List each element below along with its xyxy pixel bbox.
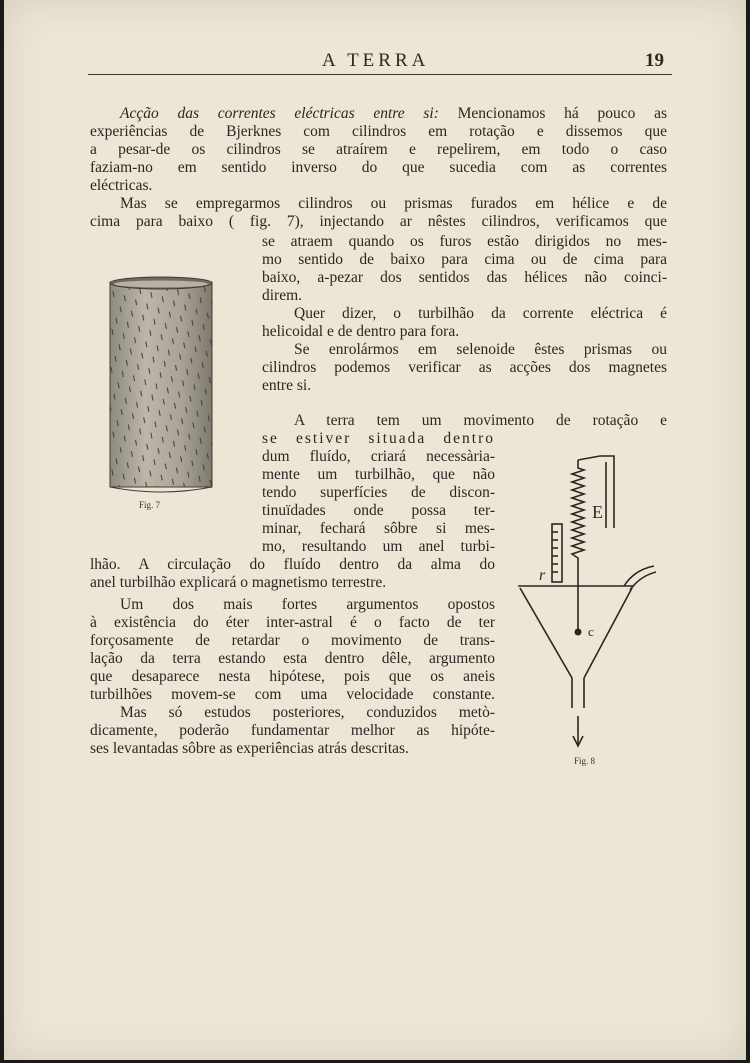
page-number: 19 [645, 50, 664, 71]
figure-8-caption: Fig. 8 [574, 756, 596, 766]
paragraph-1-line-5: eléctricas. [90, 177, 153, 194]
paragraph-1-line-4: faziam-no em sentido inverso do que sucedia com as correntes [90, 159, 667, 176]
figure-8-label-r: r [539, 567, 546, 584]
paragraph-1-line-1 [120, 105, 667, 123]
paragraph-1-line-2: experiências de Bjerknes com cilindros em rotação e dissemos que [90, 123, 667, 140]
figure-8-label-c: c [588, 624, 594, 639]
paragraph-7-line-3: ses levantadas sôbre as experiências atrás descritas. [90, 740, 409, 757]
paragraph-7-line-1: Mas só estudos posteriores, conduzidos metò- [120, 704, 495, 721]
book-page [4, 0, 746, 1060]
paragraph-6-line-4: lação da terra estando esta dentro dêle, argumento [90, 650, 495, 667]
paragraph-2-line-3: se atraem quando os furos estão dirigidos no mes- [262, 233, 667, 250]
paragraph-6-line-3: forçosamente de retardar o movimento de trans- [90, 632, 495, 649]
paragraph-5-line-7: minar, fechará sôbre si mes- [262, 520, 495, 537]
paragraph-2-line-2: cima para baixo ( fig. 7), injectando ar nêstes cilindros, verificamos que [90, 213, 667, 230]
paragraph-6-line-2: à existência do éter inter-astral é o facto de ter [90, 614, 495, 631]
paragraph-4-line-1: Se enrolármos em selenoide êstes prismas ou [294, 341, 667, 358]
paragraph-3-line-2: helicoidal e de dentro para fora. [262, 323, 460, 340]
paragraph-6-line-6: turbilhões movem-se com uma velocidade constante. [90, 686, 495, 703]
paragraph-2-line-4: mo sentido de baixo para cima ou de cima para [262, 251, 667, 268]
paragraph-5-line-9: lhão. A circulação do fluído dentro da alma do [90, 556, 495, 573]
paragraph-7-line-2: dicamente, poderão fundamentar melhor as hipóte- [90, 722, 495, 739]
paragraph-4-line-3: entre si. [262, 377, 312, 394]
figure-7-cylinder [104, 272, 220, 494]
paragraph-1-line-3: a pesar-de os cilindros se atraírem e repelirem, em todo o caso [90, 141, 667, 158]
paragraph-6-line-5: que desaparece nesta hipótese, pois que os aneis [90, 668, 495, 685]
header-rule [88, 74, 672, 75]
paragraph-2-line-6: direm. [262, 287, 303, 304]
figure-8-apparatus [512, 448, 662, 756]
paragraph-1-line-1-rest: Mencionamos há pouco as [457, 105, 668, 122]
section-heading: Acção das correntes eléctricas entre si: [120, 105, 439, 122]
paragraph-5-line-2: se estiver situada dentro [262, 430, 495, 447]
figure-8-label-e: E [592, 502, 603, 522]
paragraph-5-line-5: tendo superfícies de discon- [262, 484, 495, 501]
paragraph-5-line-10: anel turbilhão explicará o magnetismo terrestre. [90, 574, 387, 591]
bleed-through-texture [4, 880, 746, 1060]
paragraph-5-line-1: A terra tem um movimento de rotação e [294, 412, 667, 429]
paragraph-6-line-1: Um dos mais fortes argumentos opostos [120, 596, 495, 613]
paragraph-2-line-1: Mas se empregarmos cilindros ou prismas furados em hélice e de [120, 195, 667, 212]
figure-7-caption: Fig. 7 [139, 500, 161, 510]
paragraph-2-line-5: baixo, a-pezar dos sentidos das hélices não coinci- [262, 269, 667, 286]
paragraph-5-line-3: dum fluído, criará necessària- [262, 448, 495, 465]
paragraph-4-line-2: cilindros podemos verificar as acções dos magnetes [262, 359, 667, 376]
running-head: A TERRA [322, 50, 430, 71]
paragraph-5-line-8: mo, resultando um anel turbi- [262, 538, 495, 555]
paragraph-5-line-4: mente um turbilhão, que não [262, 466, 495, 483]
paragraph-5-line-6: tinuïdades onde possa ter- [262, 502, 495, 519]
paragraph-3-line-1: Quer dizer, o turbilhão da corrente eléctrica é [294, 305, 667, 322]
